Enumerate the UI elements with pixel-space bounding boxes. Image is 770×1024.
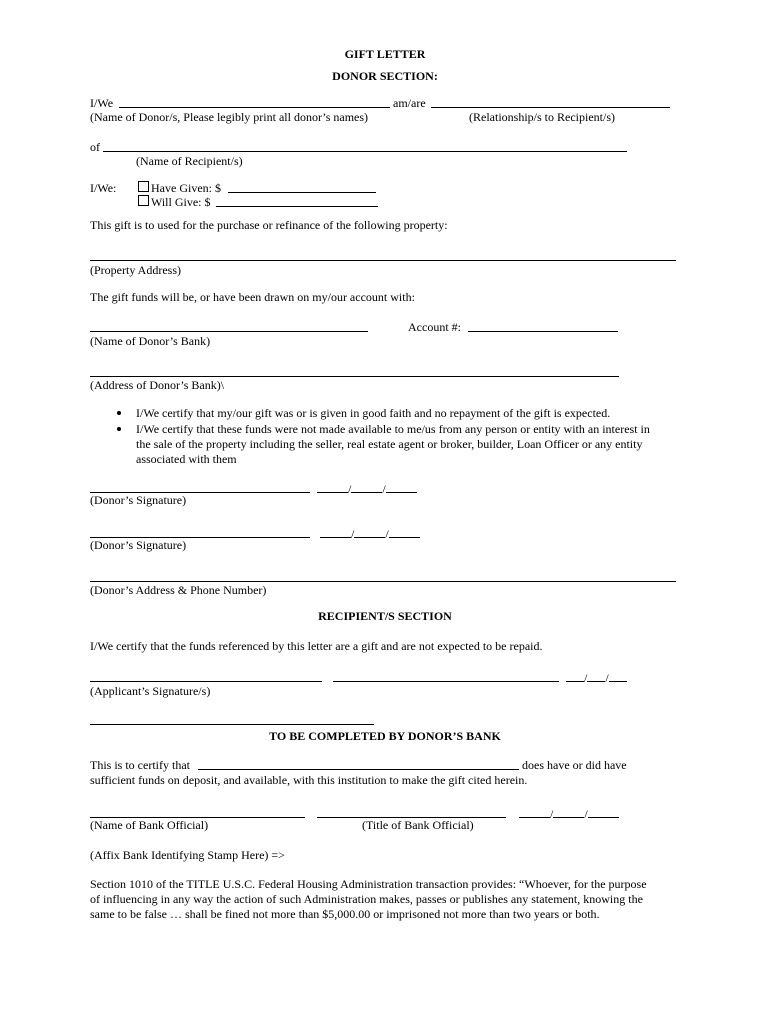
will-give-label: Will Give: $ (151, 195, 211, 209)
bank-official-name-caption: (Name of Bank Official) (90, 818, 209, 832)
donor-bank-name-caption: (Name of Donor’s Bank) (90, 334, 211, 348)
legal-notice-line2: of influencing in any way the action of such Administration makes, passes or publishes any statement, knowing the (90, 892, 643, 906)
recipient-name-caption: (Name of Recipient/s) (136, 154, 243, 168)
amare-label: am/are (393, 96, 426, 110)
legal-notice-line3: same to be false … shall be fined not more than $5,000.00 or imprisoned not more than two years or both. (90, 907, 600, 921)
funds-source-text: The gift funds will be, or have been drawn on my/our account with: (90, 290, 415, 304)
bank-section-heading: TO BE COMPLETED BY DONOR’S BANK (269, 729, 501, 743)
have-given-checkbox[interactable] (138, 181, 149, 192)
donor-bank-address-field[interactable] (90, 376, 619, 377)
recipient-name-field[interactable] (103, 151, 627, 152)
donor-signature-caption-1: (Donor’s Signature) (90, 493, 187, 507)
bank-official-date[interactable]: / / (519, 806, 619, 821)
donor-address-phone-field[interactable] (90, 581, 676, 582)
property-address-caption: (Property Address) (90, 263, 181, 277)
certify-funds-text-line1: I/We certify that these funds were not made available to me/us from any person or entity with an interest in (136, 422, 650, 436)
donor-address-phone-caption: (Donor’s Address & Phone Number) (90, 583, 267, 597)
have-given-amount-field[interactable] (228, 192, 376, 193)
document-title: GIFT LETTER (344, 47, 426, 61)
will-give-checkbox[interactable] (138, 195, 149, 206)
donor-signature-date-1[interactable]: / / (317, 481, 417, 496)
donor-signature-caption-2: (Donor’s Signature) (90, 538, 187, 552)
account-label: Account #: (408, 320, 461, 334)
applicant-signature-caption: (Applicant’s Signature/s) (90, 684, 211, 698)
bullet-icon (117, 411, 121, 415)
have-given-label: Have Given: $ (151, 181, 221, 195)
relationship-field[interactable] (431, 107, 670, 108)
donor-section-heading: DONOR SECTION: (332, 69, 438, 83)
of-label: of (90, 140, 100, 154)
iwe-colon-label: I/We: (90, 181, 117, 195)
bank-official-title-caption: (Title of Bank Official) (362, 818, 474, 832)
certify-funds-text-line2: the sale of the property including the seller, real estate agent or broker, builder, Loan Officer or any entity (136, 437, 643, 451)
bank-certify-line2: sufficient funds on deposit, and available, with this institution to make the gift cited herein. (90, 773, 528, 787)
donor-name-field[interactable] (119, 107, 390, 108)
iwe-label: I/We (90, 96, 114, 110)
donor-name-caption: (Name of Donor/s, Please legibly print all donor’s names) (90, 110, 369, 124)
certify-good-faith-text: I/We certify that my/our gift was or is given in good faith and no repayment of the gift is expected. (136, 406, 611, 420)
donor-bank-name-field[interactable] (90, 331, 368, 332)
applicant-signature-field-2[interactable] (333, 681, 559, 682)
bank-section-line (90, 724, 374, 725)
applicant-signature-date[interactable]: / / (566, 670, 627, 685)
certify-funds-text-line3: associated with them (136, 452, 237, 466)
legal-notice-line1: Section 1010 of the TITLE U.S.C. Federal Housing Administration transaction provides: “Whoever, for the purpose (90, 877, 647, 891)
recipient-section-heading: RECIPIENT/S SECTION (318, 609, 452, 623)
certified-party-field[interactable] (198, 769, 519, 770)
bank-certify-suffix: does have or did have (522, 758, 627, 772)
applicant-signature-field-1[interactable] (90, 681, 322, 682)
bullet-icon (117, 427, 121, 431)
donor-signature-date-2[interactable]: / / (320, 526, 420, 541)
bank-stamp-instruction: (Affix Bank Identifying Stamp Here) => (90, 848, 285, 862)
recipient-certify-text: I/We certify that the funds referenced by this letter are a gift and are not expected to be repaid. (90, 639, 543, 653)
will-give-amount-field[interactable] (216, 206, 378, 207)
account-number-field[interactable] (468, 331, 618, 332)
bank-certify-prefix: This is to certify that (90, 758, 190, 772)
donor-bank-address-caption: (Address of Donor’s Bank)\ (90, 378, 225, 392)
purpose-text: This gift is to used for the purchase or refinance of the following property: (90, 218, 448, 232)
property-address-field[interactable] (90, 260, 676, 261)
relationship-caption: (Relationship/s to Recipient/s) (469, 110, 615, 124)
